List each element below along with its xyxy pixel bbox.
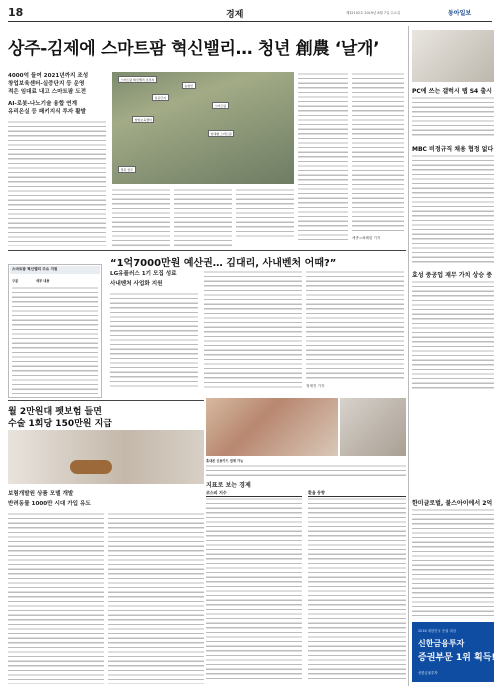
date-info: 제32192호 2019년 8월 7일 수요일: [346, 11, 401, 15]
photo-caption: 휴대폰 신용카드 결제 가능: [206, 459, 244, 463]
divider: [8, 250, 406, 251]
photo-label: 스마트팜: [212, 102, 229, 109]
photo-caption-body: [206, 464, 406, 476]
pet-subhead-1: 보험개발원 상품 모델 개발: [8, 491, 74, 497]
page-header: [8, 6, 492, 22]
pet-subhead-2: 반려동물 1000만 시대 가입 유도: [8, 501, 91, 507]
right-story-2-body: [412, 154, 494, 264]
right-story-4-headline: 한미글로벌, 불스아이에서 2억: [412, 500, 493, 507]
stock-right-head: 환율 동향: [308, 490, 325, 495]
column-divider: [408, 26, 409, 686]
section-name: 경제: [226, 10, 244, 20]
lead-subhead-5: 유리온실 등 패키지식 투자 활발: [8, 109, 87, 115]
lead-body-col2: [112, 188, 170, 246]
mid-body-col1: [110, 292, 198, 390]
lead-body-col1: [8, 120, 106, 246]
right-story-1-headline: PC에 쓰는 갤럭시 탭 S4 출시: [412, 88, 492, 95]
divider: [8, 400, 204, 401]
tablet-photo: [412, 30, 494, 82]
aerial-photo: [112, 72, 294, 184]
page-number: 18: [8, 6, 24, 19]
right-story-4-body: [412, 508, 494, 616]
mid-subhead-2: 사내벤처 사업화 지원: [110, 281, 163, 287]
store-photo: [340, 398, 406, 456]
mid-headline: “1억7000만원 예산권… 김대리, 사내벤처 어때?”: [110, 258, 337, 269]
ad-line-2: 신한금융투자: [418, 639, 465, 648]
stock-table-right: [308, 496, 406, 682]
card-payment-photo: [206, 398, 338, 456]
photo-label: 농업인: [182, 82, 196, 89]
stock-title: 지표로 보는 경제: [206, 482, 251, 489]
pet-subheadline: 수술 1회당 150만원 지급: [8, 419, 113, 429]
mid-body-col2: [204, 270, 302, 390]
lead-body-col5: [298, 72, 348, 240]
info-box-title: 스마트팜 혁신밸리 주요 지원: [12, 267, 58, 271]
lead-subhead-4: AI-로봇-나노기술 융합 연계: [8, 101, 77, 107]
right-story-3-body: [412, 280, 494, 390]
newspaper-logo: 동아일보: [448, 10, 472, 17]
info-box-col2: 세부 내용: [36, 279, 50, 283]
photo-label: 스마트팜 혁신밸리 조성지: [118, 76, 157, 83]
pet-body-col2: [108, 512, 204, 684]
stock-table-left: [206, 496, 302, 682]
lead-subhead-2: 창업보육센터-실증단지 등 운영: [8, 81, 85, 87]
info-box-col1: 구분: [12, 279, 19, 283]
ad-line-4: 신한금융투자: [418, 671, 438, 675]
stock-left-head: 코스피 지수: [206, 490, 227, 495]
pet-headline: 월 2만원대 펫보험 들면: [8, 407, 102, 417]
lead-subhead-3: 적은 임대료 내고 스마트팜 도전: [8, 89, 87, 95]
lead-byline: 세종=최혜령 기자: [352, 236, 381, 240]
lead-body-col6: [352, 72, 404, 232]
photo-label: 창업보육센터: [132, 116, 154, 123]
pet-body-col1: [8, 512, 104, 684]
photo-label: 경북 상주: [118, 166, 136, 173]
mid-body-col3: [306, 270, 404, 382]
lead-body-col3: [174, 188, 232, 246]
photo-label: 실증단지: [152, 94, 169, 101]
dog-photo: [8, 430, 204, 484]
right-story-1-body: [412, 96, 494, 138]
ad-line-1: 2018 대한민국 증권 대상: [418, 629, 457, 633]
right-story-2-headline: MBC 비정규직 채용 협정 없다: [412, 146, 494, 153]
info-box-rows: [12, 286, 98, 394]
dog-figure: [70, 460, 112, 474]
photo-label: 임대형 스마트팜: [208, 130, 234, 137]
lead-body-col4: [236, 188, 294, 240]
ad-line-3: 증권부문 1위 획득!: [418, 653, 496, 663]
lead-subhead-1: 4000억 들여 2021년까지 조성: [8, 73, 89, 79]
mid-subhead-1: LG유플러스 1기 모집 성료: [110, 271, 177, 277]
lead-headline: 상주-김제에 스마트팜 혁신밸리… 청년 創農 ‘날개’: [8, 39, 380, 59]
mid-byline: 정세진 기자: [306, 384, 325, 388]
right-story-3-headline: 효성 중공업 재무 가치 상승 중: [412, 272, 492, 279]
